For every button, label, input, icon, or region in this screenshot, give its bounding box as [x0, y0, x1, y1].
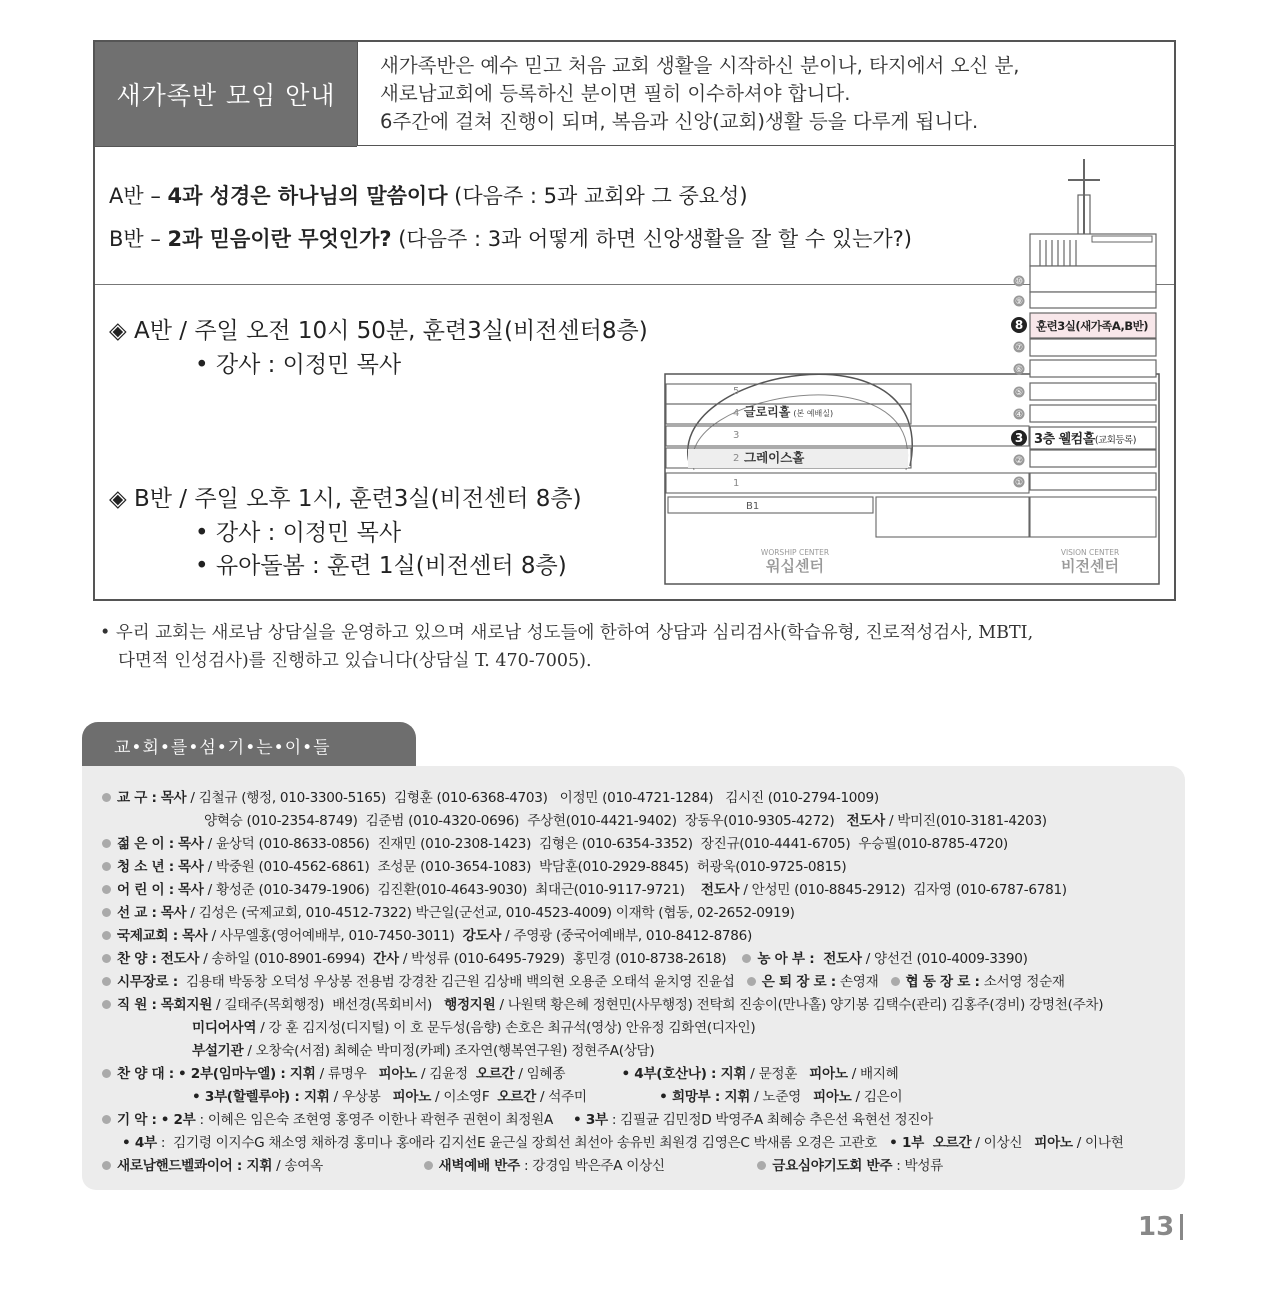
staff-names: / 김은이 — [851, 1089, 903, 1105]
staff-names: / 임혜종 — [514, 1066, 622, 1082]
bullet-dot — [102, 1069, 111, 1078]
staff-role: 전도사 — [160, 951, 200, 967]
staff-names: / 송여옥 — [272, 1158, 424, 1174]
staff-names: / 송하일 (010-8901-6994) — [199, 951, 374, 967]
floor-6-marker: ⑥ — [1014, 365, 1024, 375]
staff-names: : 김필균 김민정D 박영주A 최혜승 추은선 육현선 정진아 — [607, 1112, 933, 1128]
worship-floor-2: 2 — [733, 453, 740, 464]
divider — [95, 146, 357, 147]
staff-role: 새벽예배 반주 — [438, 1158, 520, 1174]
bullet-dot — [102, 1161, 111, 1170]
worship-floor-1: 1 — [733, 478, 740, 489]
staff-role: 피아노 — [1034, 1135, 1073, 1151]
glory-hall-label: 글로리홀 (본 예배실) — [744, 405, 834, 419]
bullet-dot — [102, 908, 111, 917]
staff-row-label: 교 구 : — [117, 790, 157, 806]
lesson-b: B반 – 2과 믿음이란 무엇인가? (다음주 : 3과 어떻게 하면 신앙생활을 잘 할 수 있는가?) — [109, 227, 912, 251]
staff-names: / 노준영 — [750, 1089, 813, 1105]
staff-role: 금요심야기도회 반주 — [772, 1158, 893, 1174]
staff-names: : 이혜은 임은숙 조현영 홍영주 이한나 곽현주 권현이 최정원A — [195, 1112, 574, 1128]
floor-2-marker: ② — [1014, 456, 1024, 466]
staff-role: • 2부(임마누엘) : 지휘 — [177, 1066, 316, 1082]
staff-role: • 3부 — [573, 1112, 608, 1128]
staff-role: 피아노 — [813, 1089, 852, 1105]
worship-floor-3: 3 — [733, 430, 740, 441]
staff-names: : 강경임 박은주A 이상신 — [519, 1158, 758, 1174]
staff-role: 목사 — [177, 836, 204, 852]
worship-center-en: WORSHIP CENTER — [760, 548, 830, 557]
staff-names: / 이소영F — [431, 1089, 498, 1105]
staff-names: / 안성민 (010-8845-2912) 김자영 (010-6787-6781) — [739, 882, 1067, 898]
staff-names: / 문정훈 — [746, 1066, 810, 1082]
class-b-title: ◈ B반 / 주일 오후 1시, 훈련3실(비전센터 8층) — [109, 486, 582, 512]
staff-role: 전도사 — [700, 882, 740, 898]
staff-row — [102, 786, 879, 806]
staff-row — [102, 1062, 899, 1082]
floor-7-marker: ⑦ — [1014, 343, 1024, 353]
floor-9-marker: ⑨ — [1014, 297, 1024, 307]
staff-names: / 이상신 — [971, 1135, 1035, 1151]
bullet-dot — [102, 1115, 111, 1124]
staff-row — [102, 970, 1065, 990]
staff-role: 미디어사역 — [192, 1020, 257, 1036]
staff-row-label: 청 소 년 : — [117, 859, 174, 875]
staff-row — [102, 1154, 943, 1174]
staff-role: 목회지원 — [160, 997, 213, 1013]
bullet-dot — [102, 793, 111, 802]
floor-4-marker: ④ — [1014, 410, 1024, 420]
staff-names: 김용태 박동창 오덕성 우상봉 전용범 강경찬 김근원 김상배 백의현 오용준 오태석 윤치영 진윤섭 — [181, 974, 747, 990]
bullet-dot — [742, 954, 751, 963]
counseling-note — [100, 619, 1180, 675]
bullet-dot — [102, 1000, 111, 1009]
bullet-dot — [102, 954, 111, 963]
staff-names: / 양선건 (010-4009-3390) — [861, 951, 1028, 967]
staff-names: / 박성류 (010-6495-7929) 홍민경 (010-8738-2618) — [398, 951, 743, 967]
staff-names: / 이나현 — [1072, 1135, 1124, 1151]
staff-names: / 박중원 (010-4562-6861) 조성문 (010-3654-1083) 박담훈(010-2929-8845) 허광욱(010-9725-0815) — [203, 859, 847, 875]
section-title: 새가족반 모임 안내 — [95, 42, 357, 146]
staff-role: 행정지원 — [444, 997, 496, 1013]
staff-names: / 김철규 (행정, 010-3300-5165) 김형훈 (010-6368-4703) 이정민 (010-4721-1284) 김시진 (010-2794-1009) — [186, 790, 879, 806]
bullet-dot — [424, 1161, 433, 1170]
building-diagram — [95, 159, 1170, 601]
class-a-teacher: • 강사 : 이정민 목사 — [195, 352, 402, 378]
bullet-dot — [102, 885, 111, 894]
staff-names: 손영재 — [835, 974, 891, 990]
staff-role: 피아노 — [392, 1089, 432, 1105]
staff-names: / 윤상덕 (010-8633-0856) 진재민 (010-2308-1423) 김형은 (010-6354-3352) 장진규(010-4441-6705) 우승필(010-8785-4720) — [203, 836, 1008, 852]
staff-role: 목사 — [160, 790, 187, 806]
staff-role: 목사 — [160, 905, 187, 921]
staff-row — [102, 924, 752, 944]
staff-names: / 석주미 — [535, 1089, 660, 1105]
staff-role: 목사 — [177, 859, 204, 875]
lesson-a: A반 – 4과 성경은 하나님의 말씀이다 (다음주 : 5과 교회와 그 중요성) — [109, 184, 748, 208]
staff-names: / 우상봉 — [329, 1089, 393, 1105]
class-b-childcare: • 유아돌봄 : 훈련 1실(비전센터 8층) — [195, 553, 567, 579]
staff-row — [102, 832, 1008, 852]
staff-role: 농 아 부 : 전도사 — [757, 951, 862, 967]
staff-names: / 강 훈 김지성(디지털) 이 호 문두성(음향) 손호은 최규석(영상) 안유정 김화연(디자인) — [256, 1020, 756, 1036]
grace-hall-label: 그레이스홀 — [744, 450, 805, 465]
staff-role: 피아노 — [378, 1066, 417, 1082]
staff-row — [102, 1108, 933, 1128]
floor-10-marker: ⑩ — [1014, 277, 1024, 287]
basement-label: B1 — [746, 501, 760, 512]
note-line: • 우리 교회는 새로남 상담실을 운영하고 있으며 새로남 성도들에 한하여 상담과 심리검사(학습유형, 진로적성검사, MBTI, — [100, 623, 1034, 643]
staff-row — [102, 878, 1067, 898]
staff-names: / 오창숙(서점) 최혜순 박미정(카페) 조자연(행복연구원) 정현주A(상담) — [243, 1043, 655, 1059]
new-family-box — [93, 40, 1176, 601]
staff-role: 목사 — [177, 882, 204, 898]
class-b-teacher: • 강사 : 이정민 목사 — [195, 520, 402, 546]
staff-names: / 황성준 (010-3479-1906) 김진환(010-4643-9030) 최대근(010-9117-9721) — [203, 882, 701, 898]
staff-names: : 박성류 — [892, 1158, 944, 1174]
staff-list — [82, 766, 1185, 1190]
training-room-label: 훈련3실(새가족A,B반) — [1036, 319, 1149, 333]
staff-role: 강도사 — [462, 928, 502, 944]
staff-names: / 나원택 황은혜 정현민(사무행정) 전탁희 진송이(만나홀) 양기봉 김택수(관리) 김홍주(경비) 강명천(주차) — [495, 997, 1104, 1013]
bullet-dot — [747, 977, 756, 986]
worship-floor-5: 5 — [733, 386, 740, 397]
staff-names: / 류명우 — [315, 1066, 379, 1082]
staff-row-label: 찬 양 : — [117, 951, 157, 967]
staff-role: • 희망부 : 지휘 — [659, 1089, 751, 1105]
floor-5-marker: ⑤ — [1014, 388, 1024, 398]
staff-role: • 3부(할렐루야) : 지휘 — [192, 1089, 330, 1105]
staff-names: 양혁승 (010-2354-8749) 김준범 (010-4320-0696) 주상현(010-4421-9402) 장동우(010-9305-4272) — [204, 813, 847, 829]
staff-row-label: 시무장로 : — [117, 974, 178, 990]
bullet-dot — [102, 862, 111, 871]
staff-names: / 김성은 (국제교회, 010-4512-7322) 박근일(군선교, 010-4523-4009) 이재학 (협동, 02-2652-0919) — [186, 905, 795, 921]
staff-row — [192, 1085, 902, 1105]
staff-role: 부설기관 — [192, 1043, 244, 1059]
staff-row-label: 기 악 : — [117, 1112, 157, 1128]
staff-row — [192, 1016, 755, 1036]
staff-role: 목사 — [181, 928, 208, 944]
bullet-dot — [757, 1161, 766, 1170]
intro-line: 6주간에 걸쳐 진행이 되며, 복음과 신앙(교회)생활 등을 다루게 됩니다. — [380, 110, 979, 133]
worship-center-ko: 워십센터 — [766, 557, 824, 575]
intro-line: 새가족반은 예수 믿고 처음 교회 생활을 시작하신 분이나, 타지에서 오신 분, — [380, 54, 1020, 77]
staff-role: • 2부 — [160, 1112, 196, 1128]
intro-line: 새로남교회에 등록하신 분이면 필히 이수하셔야 합니다. — [380, 82, 851, 105]
worship-floor-4: 4 — [733, 408, 740, 419]
staff-names: / 김윤정 — [417, 1066, 476, 1082]
staff-names: / 배지혜 — [847, 1066, 899, 1082]
staff-names: / 주영광 (중국어예배부, 010-8412-8786) — [501, 928, 752, 944]
staff-role: 협 동 장 로 : — [905, 974, 980, 990]
floor-3-marker: 3 — [1014, 431, 1024, 445]
staff-role: 오르간 — [475, 1066, 515, 1082]
staff-names: / 사무엘홍(영어예배부, 010-7450-3011) — [207, 928, 463, 944]
floor-8-marker: 8 — [1014, 318, 1024, 332]
staff-row-label: 국제교회 : — [117, 928, 178, 944]
staff-row-label: 젊 은 이 : — [117, 836, 174, 852]
staff-row — [102, 947, 1028, 967]
class-a-title: ◈ A반 / 주일 오전 10시 50분, 훈련3실(비전센터8층) — [109, 318, 648, 344]
vision-center-en: VISION CENTER — [1060, 548, 1120, 557]
staff-row — [204, 809, 1047, 829]
staff-role: 새로남핸드벨콰이어 : 지휘 — [117, 1158, 273, 1174]
staff-row-label: 선 교 : — [117, 905, 157, 921]
note-line: 다면적 인성검사)를 진행하고 있습니다(상담실 T. 470-7005). — [118, 651, 592, 671]
staff-role: 피아노 — [809, 1066, 848, 1082]
staff-role: 전도사 — [846, 813, 885, 829]
staff-row — [102, 993, 1103, 1013]
staff-role: 간사 — [373, 951, 399, 967]
staff-row-label: 어 린 이 : — [117, 882, 174, 898]
staff-names: / 박미진(010-3181-4203) — [884, 813, 1047, 829]
staff-row-label: 직 원 : — [117, 997, 157, 1013]
staff-row — [102, 855, 846, 875]
staff-row-label: 찬 양 대 : — [117, 1066, 174, 1082]
staff-row — [122, 1131, 1124, 1151]
staff-role: • 1부 오르간 — [889, 1135, 972, 1151]
staff-section-tab: 교•회•를•섬•기•는•이•들 — [82, 722, 416, 768]
welcome-hall-label: 3층 웰컴홀(교회등록) — [1034, 432, 1136, 447]
bullet-dot — [102, 977, 111, 986]
bullet-dot — [891, 977, 900, 986]
staff-role: • 4부 — [122, 1135, 157, 1151]
staff-names: : 김기령 이지수G 채소영 채하경 홍미나 홍애라 김지선E 윤근실 장희선 최선아 송유빈 최원경 김영은C 박새롬 오경은 고관호 — [156, 1135, 890, 1151]
staff-role: • 4부(호산나) : 지휘 — [621, 1066, 747, 1082]
bullet-dot — [102, 931, 111, 940]
vision-center-ko: 비전센터 — [1061, 557, 1119, 575]
staff-row — [192, 1039, 654, 1059]
intro-text — [357, 42, 1174, 146]
floor-1-marker: ① — [1014, 478, 1024, 488]
bullet-dot — [102, 839, 111, 848]
staff-row — [102, 901, 795, 921]
page-number: 13 — [1138, 1212, 1175, 1242]
staff-role: 은 퇴 장 로 : — [761, 974, 836, 990]
staff-names: / 길태주(목회행정) 배선경(목회비서) — [212, 997, 445, 1013]
page-number-bar — [1180, 1214, 1183, 1240]
staff-role: 오르간 — [497, 1089, 536, 1105]
staff-names: 소서영 정순재 — [979, 974, 1065, 990]
